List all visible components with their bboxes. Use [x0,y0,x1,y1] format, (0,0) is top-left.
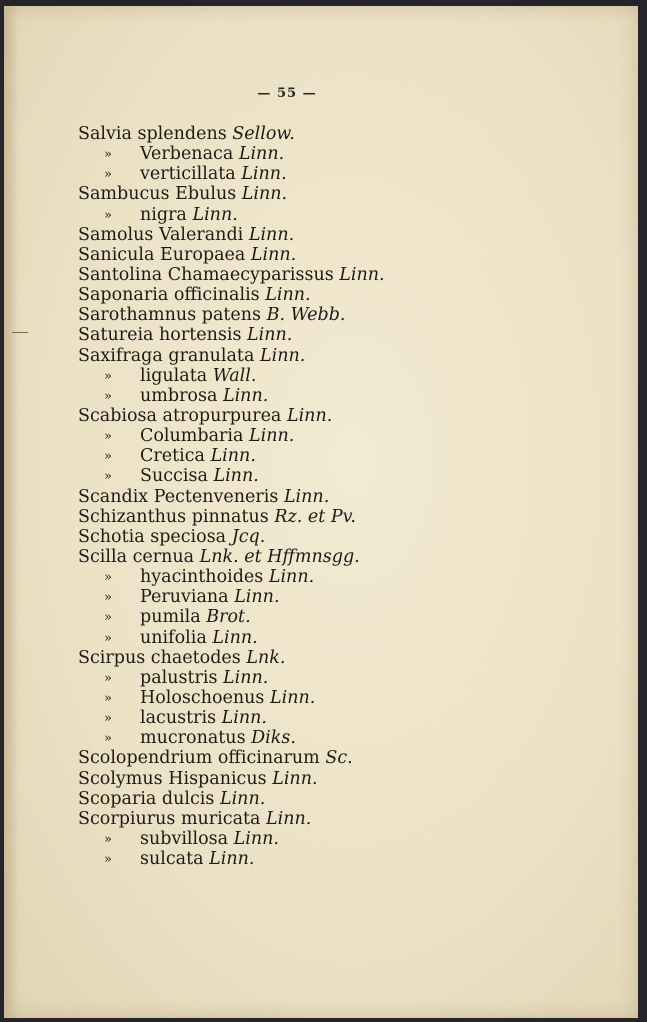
species-name: mucronatus [140,728,246,749]
author-abbreviation: Linn. [250,244,297,265]
list-item [78,769,598,789]
list-item [78,406,598,426]
species-list [78,124,598,869]
author-abbreviation: Wall. [212,365,257,386]
list-item [78,366,598,386]
author-abbreviation: Lnk. [246,647,286,668]
species-name: Sambucus Ebulus [78,184,237,205]
ditto-mark: » [104,570,112,586]
author-abbreviation: Linn. [213,466,259,487]
species-name: Salvia splendens [78,124,227,144]
author-abbreviation: B. Webb. [266,305,346,326]
species-name: Santolina Chamaecyparissus [78,264,334,285]
author-abbreviation: Linn. [219,788,266,809]
list-item [78,225,598,245]
list-item [78,607,598,627]
species-name: Columbaria [140,426,244,447]
list-item [78,285,598,305]
ditto-mark: » [104,610,112,626]
species-name: verticillata [140,164,236,185]
author-abbreviation: Linn. [272,768,318,789]
list-item [78,748,598,768]
species-name: Cretica [140,446,205,467]
ditto-mark: » [104,449,112,465]
list-item [78,628,598,648]
list-item [78,648,598,668]
species-name: pumila [140,607,201,628]
list-item [78,184,598,204]
species-name: Verbenaca [140,144,234,165]
author-abbreviation: Linn. [283,486,330,507]
species-name: Scirpus chaetodes [78,647,241,668]
ditto-mark: » [104,590,112,606]
list-item [78,245,598,265]
ditto-mark: » [104,852,112,868]
species-name: Sanicula Europaea [78,244,246,265]
author-abbreviation: Linn. [209,849,255,870]
list-item [78,164,598,184]
page-number: — 55 — [257,86,317,101]
margin-mark [12,332,28,333]
author-abbreviation: Rz. et Pv. [274,506,356,527]
list-item [78,547,598,567]
species-name: Scolymus Hispanicus [78,768,267,789]
author-abbreviation: Linn. [234,587,280,608]
ditto-mark: » [104,670,112,686]
list-item [78,466,598,486]
species-name: Scorpiurus muricata [78,808,261,829]
list-item [78,305,598,325]
species-name: sulcata [140,849,204,870]
author-abbreviation: Linn. [339,264,385,285]
ditto-mark: » [104,429,112,445]
ditto-mark: » [104,368,112,384]
author-abbreviation: Linn. [268,567,315,588]
list-item [78,829,598,849]
list-item [78,325,598,345]
species-name: Saponaria officinalis [78,285,260,306]
page-number-value: 55 [276,86,298,101]
ditto-mark: » [104,167,112,183]
list-item [78,346,598,366]
species-name: Satureia hortensis [78,325,242,346]
species-name: Peruviana [140,587,229,608]
species-name: Scilla cernua [78,546,195,567]
author-abbreviation: Diks. [251,728,296,749]
author-abbreviation: Sc. [325,748,353,769]
author-abbreviation: Linn. [221,708,267,729]
species-name: Succisa [140,466,208,487]
species-name: hyacinthoides [140,567,264,588]
author-abbreviation: Brot. [206,607,251,628]
author-abbreviation: Linn. [265,285,311,306]
author-abbreviation: Linn. [212,627,258,648]
author-abbreviation: Linn. [286,405,333,426]
species-name: umbrosa [140,385,218,406]
species-name: Schizanthus pinnatus [78,506,269,527]
list-item [78,849,598,869]
ditto-mark: » [104,147,112,163]
ditto-mark: » [104,469,112,485]
author-abbreviation: Linn. [238,144,285,165]
author-abbreviation: Linn. [233,828,279,849]
species-name: palustris [140,667,218,688]
author-abbreviation: Linn. [210,446,256,467]
list-item [78,386,598,406]
author-abbreviation: Linn. [241,164,287,185]
species-name: Saxifraga granulata [78,345,255,366]
list-item [78,668,598,688]
ditto-mark: » [104,731,112,747]
list-item [78,587,598,607]
species-name: subvillosa [140,828,229,849]
list-item [78,507,598,527]
list-item [78,688,598,708]
species-name: Scolopendrium officinarum [78,748,320,769]
ditto-mark: » [104,711,112,727]
author-abbreviation: Sellow. [232,124,295,144]
author-abbreviation: Linn. [249,426,295,447]
author-abbreviation: Linn. [192,204,238,225]
author-abbreviation: Linn. [247,325,293,346]
species-name: unifolia [140,627,207,648]
author-abbreviation: Linn. [241,184,288,205]
ditto-mark: » [104,831,112,847]
author-abbreviation: Linn. [248,224,295,245]
author-abbreviation: Linn. [223,667,269,688]
species-name: Scabiosa atropurpurea [78,405,282,426]
species-name: Scandix Pectenveneris [78,486,279,507]
species-name: nigra [140,204,187,225]
page-gutter-shadow [4,6,18,1018]
list-item [78,567,598,587]
list-item [78,728,598,748]
list-item [78,527,598,547]
list-item [78,144,598,164]
author-abbreviation: Jcq. [231,526,266,547]
ditto-mark: » [104,630,112,646]
species-name: Samolus Valerandi [78,224,244,245]
author-abbreviation: Linn. [269,687,316,708]
species-name: lacustris [140,708,217,729]
list-item [78,789,598,809]
list-item [78,205,598,225]
list-item [78,426,598,446]
author-abbreviation: Linn. [259,345,306,366]
ditto-mark: » [104,207,112,223]
species-name: Schotia speciosa [78,526,227,547]
ditto-mark: » [104,388,112,404]
ditto-mark: » [104,690,112,706]
list-item [78,446,598,466]
author-abbreviation: Linn. [266,808,312,829]
species-name: Holoschoenus [140,687,265,708]
species-name: Sarothamnus patens [78,305,262,326]
list-item [78,487,598,507]
author-abbreviation: Lnk. et Hffmnsgg. [199,546,360,567]
author-abbreviation: Linn. [222,385,269,406]
list-item [78,124,598,144]
list-item [78,809,598,829]
list-item [78,265,598,285]
species-name: Scoparia dulcis [78,788,215,809]
list-item [78,708,598,728]
species-name: ligulata [140,365,208,386]
